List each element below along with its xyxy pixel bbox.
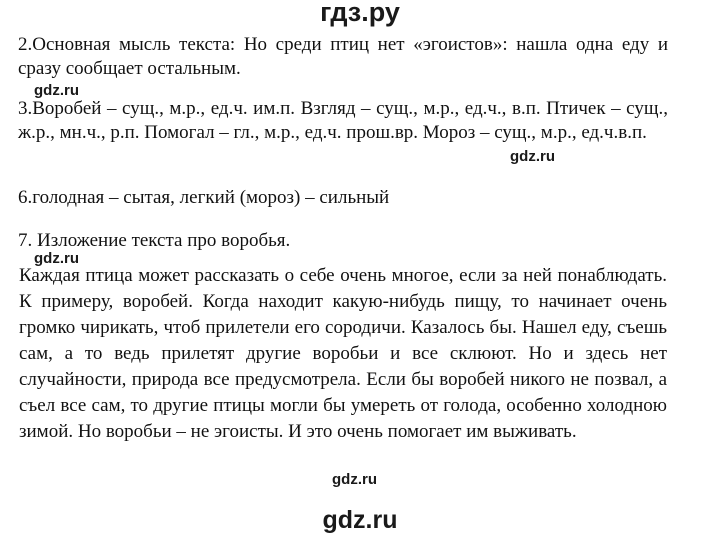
watermark-bottom: gdz.ru xyxy=(322,506,398,534)
watermark-small: gdz.ru xyxy=(34,82,79,99)
answer-7-heading: 7. Изложение текста про воробья. xyxy=(18,230,291,251)
answer-7-text: Каждая птица может рассказать о себе очень многое, если за ней понаблюдать. К примеру, воробей. Когда находит какую-нибудь пищу, то начинает очень громко чирикать, чтоб прилетели его сородичи. Казалось бы. Нашел еду, съешь сам, а то ведь прилетят другие воробьи и все склюют. Но и здесь нет случайности, природа все предусмотрела. Если бы воробей никого не позвал, а съел все сам, то другие птицы могли бы умереть от голода, особенно холодною зимой. Но воробьи – не эгоисты. И это очень помогает им выживать. xyxy=(19,265,667,442)
watermark-small: gdz.ru xyxy=(332,471,377,488)
answer-6: 6.голодная – сытая, легкий (мороз) – сильный xyxy=(18,187,390,208)
watermark-small: gdz.ru xyxy=(510,148,555,165)
watermark-small: gdz.ru xyxy=(34,250,79,267)
answer-3: 3.Воробей – сущ., м.р., ед.ч. им.п. Взгляд – сущ., м.р., ед.ч., в.п. Птичек – сущ., ж.р., мн.ч., р.п. Помогал – гл., м.р., ед.ч. прош.вр. Мороз – сущ., м.р., ед.ч.в.п. xyxy=(18,98,668,143)
answer-2: 2.Основная мысль текста: Но среди птиц нет «эгоистов»: нашла одна еду и сразу сообщает остальным. xyxy=(18,34,668,79)
watermark-top: гдз.ру xyxy=(320,0,400,27)
